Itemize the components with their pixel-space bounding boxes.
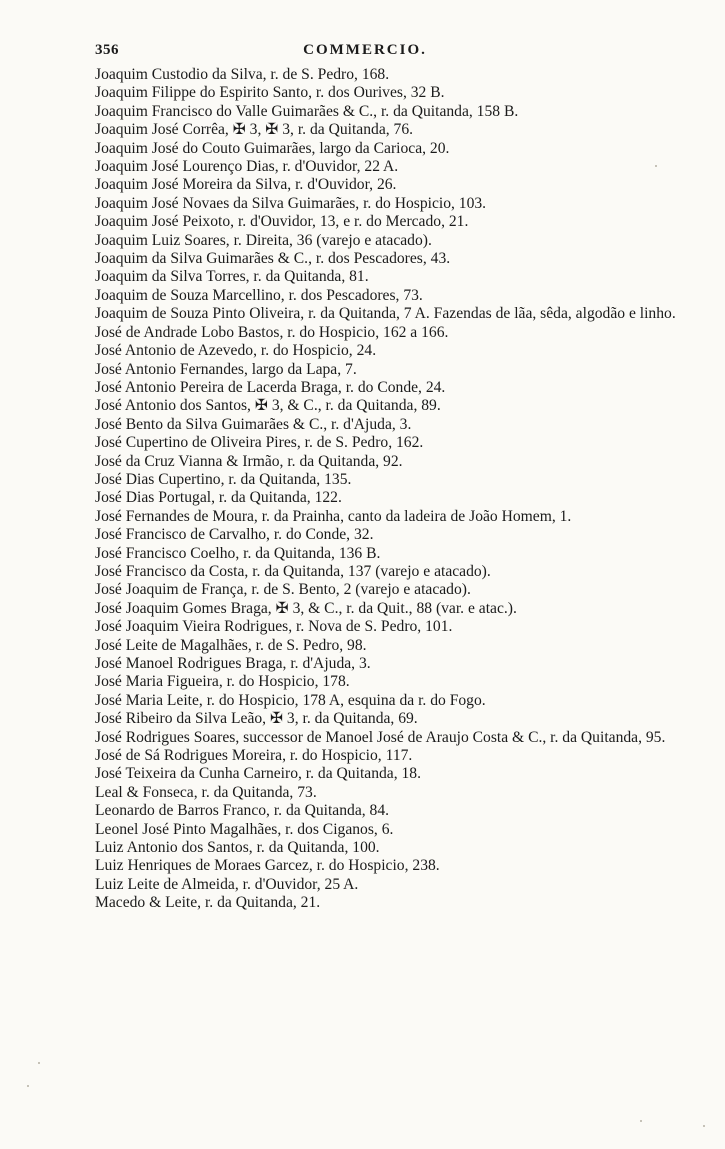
- directory-entry: Joaquim da Silva Torres, r. da Quitanda, 81.: [95, 268, 369, 286]
- directory-entry: José Francisco da Costa, r. da Quitanda, 137 (varejo e atacado).: [95, 562, 491, 580]
- directory-entry: José Francisco de Carvalho, r. do Conde, 32.: [95, 526, 374, 544]
- directory-entry: José Dias Cupertino, r. da Quitanda, 135.: [95, 470, 352, 488]
- directory-entry: Leonardo de Barros Franco, r. da Quitanda, 84.: [95, 802, 390, 820]
- directory-entry: Joaquim Francisco do Valle Guimarães & C., r. da Quitanda, 158 B.: [95, 102, 519, 120]
- page-header: [95, 42, 635, 66]
- directory-entry: José de Andrade Lobo Bastos, r. do Hospicio, 162 a 166.: [95, 323, 449, 341]
- directory-entry: Joaquim da Silva Guimarães & C., r. dos Pescadores, 43.: [95, 250, 451, 268]
- directory-entry: José Rodrigues Soares, successor de Manoel José de Araujo Costa & C., r. da Quitanda, 95.: [95, 728, 666, 746]
- directory-entry: Macedo & Leite, r. da Quitanda, 21.: [95, 894, 321, 912]
- directory-entry: José Cupertino de Oliveira Pires, r. de S. Pedro, 162.: [95, 434, 424, 452]
- directory-entry: Luiz Antonio dos Santos, r. da Quitanda, 100.: [95, 839, 380, 857]
- directory-entry: José Leite de Magalhães, r. de S. Pedro, 98.: [95, 636, 367, 654]
- directory-entry: José Maria Leite, r. do Hospicio, 178 A, esquina da r. do Fogo.: [95, 691, 486, 709]
- directory-entry: José Ribeiro da Silva Leão, ✠ 3, r. da Quitanda, 69.: [95, 710, 418, 728]
- directory-entry: Joaquim de Souza Pinto Oliveira, r. da Quitanda, 7 A. Fazendas de lãa, sêda, algodão e linho.: [95, 305, 676, 323]
- directory-entry: Joaquim José Novaes da Silva Guimarães, r. do Hospicio, 103.: [95, 194, 487, 212]
- directory-entry: Leonel José Pinto Magalhães, r. dos Ciganos, 6.: [95, 820, 394, 838]
- directory-entry: José Francisco Coelho, r. da Quitanda, 136 B.: [95, 544, 381, 562]
- directory-entry: Joaquim José do Couto Guimarães, largo da Carioca, 20.: [95, 139, 450, 157]
- directory-entry: José Dias Portugal, r. da Quitanda, 122.: [95, 489, 342, 507]
- directory-entry: José Antonio Fernandes, largo da Lapa, 7.: [95, 360, 357, 378]
- directory-entry: Joaquim José Lourenço Dias, r. d'Ouvidor, 22 A.: [95, 158, 399, 176]
- directory-entry: José Fernandes de Moura, r. da Prainha, canto da ladeira de João Homem, 1.: [95, 507, 572, 525]
- directory-entry: Joaquim José Peixoto, r. d'Ouvidor, 13, e r. do Mercado, 21.: [95, 213, 469, 231]
- directory-entry: José da Cruz Vianna & Irmão, r. da Quitanda, 92.: [95, 452, 403, 470]
- running-title: COMMERCIO.: [303, 42, 427, 58]
- directory-entry: Luiz Leite de Almeida, r. d'Ouvidor, 25 A.: [95, 875, 359, 893]
- directory-entry: Joaquim José Moreira da Silva, r. d'Ouvidor, 26.: [95, 176, 397, 194]
- directory-entry: Joaquim Custodio da Silva, r. de S. Pedro, 168.: [95, 66, 390, 83]
- directory-entry: Luiz Henriques de Moraes Garcez, r. do Hospicio, 238.: [95, 857, 440, 875]
- directory-entry: José Bento da Silva Guimarães & C., r. d'Ajuda, 3.: [95, 415, 412, 433]
- directory-entry: José Antonio dos Santos, ✠ 3, & C., r. da Quitanda, 89.: [95, 397, 441, 415]
- page-number: 356: [95, 42, 119, 58]
- directory-entry: José Maria Figueira, r. do Hospicio, 178.: [95, 673, 350, 691]
- directory-entry: José de Sá Rodrigues Moreira, r. do Hospicio, 117.: [95, 747, 413, 765]
- directory-entry: Joaquim de Souza Marcellino, r. dos Pescadores, 73.: [95, 286, 423, 304]
- directory-entry: Joaquim José Corrêa, ✠ 3, ✠ 3, r. da Quitanda, 76.: [95, 121, 414, 139]
- directory-entry: José Antonio Pereira de Lacerda Braga, r. do Conde, 24.: [95, 378, 446, 396]
- directory-entry: José Joaquim de França, r. de S. Bento, 2 (varejo e atacado).: [95, 581, 471, 599]
- directory-entry: José Antonio de Azevedo, r. do Hospicio, 24.: [95, 342, 377, 360]
- directory-list: [95, 66, 710, 913]
- directory-entry: José Manoel Rodrigues Braga, r. d'Ajuda, 3.: [95, 655, 371, 672]
- directory-entry: José Teixeira da Cunha Carneiro, r. da Quitanda, 18.: [95, 765, 421, 783]
- directory-entry: José Joaquim Vieira Rodrigues, r. Nova de S. Pedro, 101.: [95, 618, 453, 636]
- directory-entry: Joaquim Luiz Soares, r. Direita, 36 (varejo e atacado).: [95, 231, 432, 249]
- directory-entry: José Joaquim Gomes Braga, ✠ 3, & C., r. da Quit., 88 (var. e atac.).: [95, 599, 517, 617]
- directory-entry: Joaquim Filippe do Espirito Santo, r. dos Ourives, 32 B.: [95, 84, 445, 102]
- directory-entry: Leal & Fonseca, r. da Quitanda, 73.: [95, 783, 317, 801]
